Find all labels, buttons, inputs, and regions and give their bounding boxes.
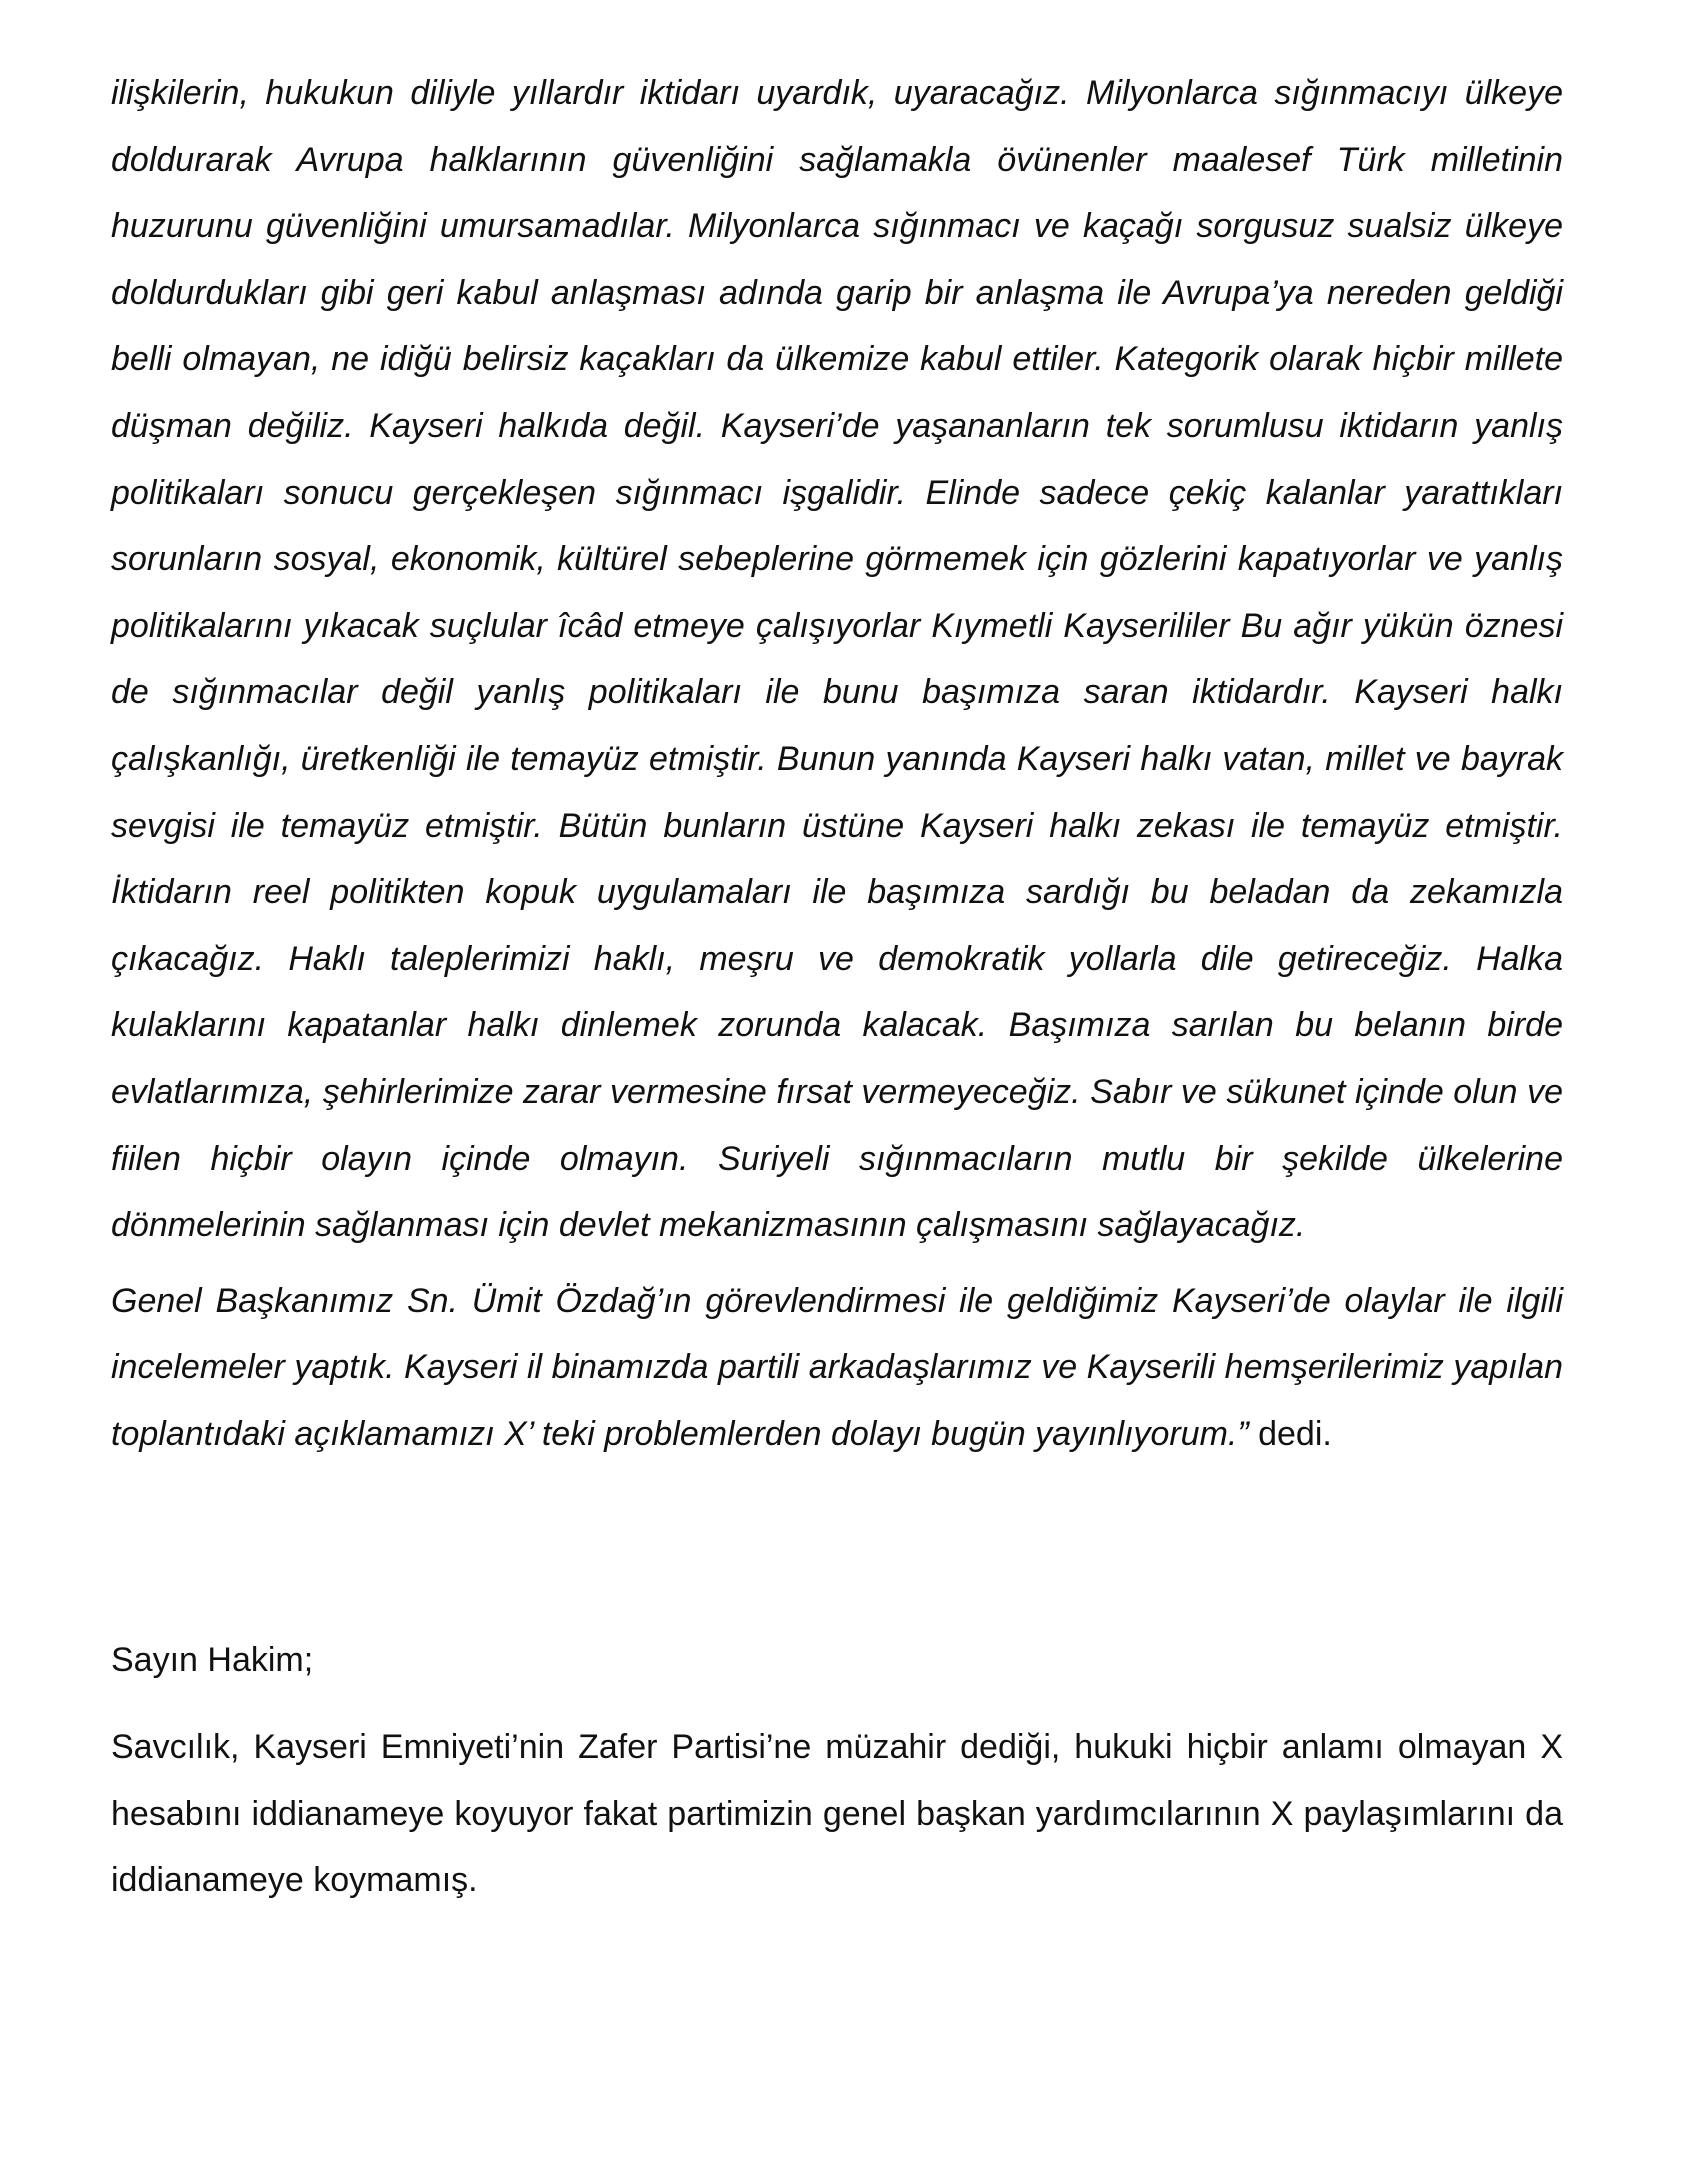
document-page — [111, 60, 1563, 1914]
argument-paragraph: Savcılık, Kayseri Emniyeti’nin Zafer Partisi’ne müzahir dediği, hukuki hiçbir anlamı olmayan X hesabını iddianameye koyuyor fakat partimizin genel başkan yardımcılarının X paylaşımlarını da iddianameye koymamış. — [111, 1728, 1563, 1900]
quote-closing-paragraph — [111, 1268, 1563, 1468]
salutation: Sayın Hakim; — [111, 1641, 314, 1680]
quote-continuation-paragraph: ilişkilerin, hukukun diliyle yıllardır iktidarı uyardık, uyaracağız. Milyonlarca sığınmacıyı ülkeye doldurarak Avrupa halklarının güvenliğini sağlamakla övünenler maalesef Türk milletinin huzurunu güvenliğini umursamadılar. Milyonlarca sığınmacı ve kaçağı sorgusuz sualsiz ülkeye doldurdukları gibi geri kabul anlaşması adında garip bir anlaşma ile Avrupa’ya nereden geldiği belli olmayan, ne idiğü belirsiz kaçakları da ülkemize kabul ettiler. Kategorik olarak hiçbir millete düşman değiliz. Kayseri halkıda değil. Kayseri’de yaşananların tek sorumlusu iktidarın yanlış politikaları sonucu gerçekleşen sığınmacı işgalidir. Elinde sadece çekiç kalanlar yarattıkları sorunların sosyal, ekonomik, kültürel sebeplerine görmemek için gözlerini kapatıyorlar ve yanlış politikalarını yıkacak suçlular îcâd etmeye çalışıyorlar Kıymetli Kayserililer Bu ağır yükün öznesi de sığınmacılar değil yanlış politikaları ile bunu başımıza saran iktidardır. Kayseri halkı çalışkanlığı, üretkenliği ile temayüz etmiştir. Bunun yanında Kayseri halkı vatan, millet ve bayrak sevgisi ile temayüz etmiştir. Bütün bunların üstüne Kayseri halkı zekası ile temayüz etmiştir. İktidarın reel politikten kopuk uygulamaları ile başımıza sardığı bu beladan da zekamızla çıkacağız. Haklı taleplerimizi haklı, meşru ve demokratik yollarla dile getireceğiz. Halka kulaklarını kapatanlar halkı dinlemek zorunda kalacak. Başımıza sarılan bu belanın birde evlatlarımıza, şehirlerimize zarar vermesine fırsat vermeyeceğiz. Sabır ve sükunet içinde olun ve fiilen hiçbir olayın içinde olmayın. Suriyeli sığınmacıların mutlu bir şekilde ülkelerine dönmelerinin sağlanması için devlet mekanizmasının çalışmasını sağlayacağız. — [111, 74, 1563, 1245]
quote-closing-text: Genel Başkanımız Sn. Ümit Özdağ’ın görevlendirmesi ile geldiğimiz Kayseri’de olaylar ile ilgili incelemeler yaptık. Kayseri il binamızda partili arkadaşlarımız ve Kayserili hemşerilerimiz yapılan toplantıdaki açıklamamızı X’ teki problemlerden dolayı bugün yayınlıyorum.” — [111, 1281, 1563, 1453]
quote-attribution: dedi. — [1248, 1414, 1332, 1453]
